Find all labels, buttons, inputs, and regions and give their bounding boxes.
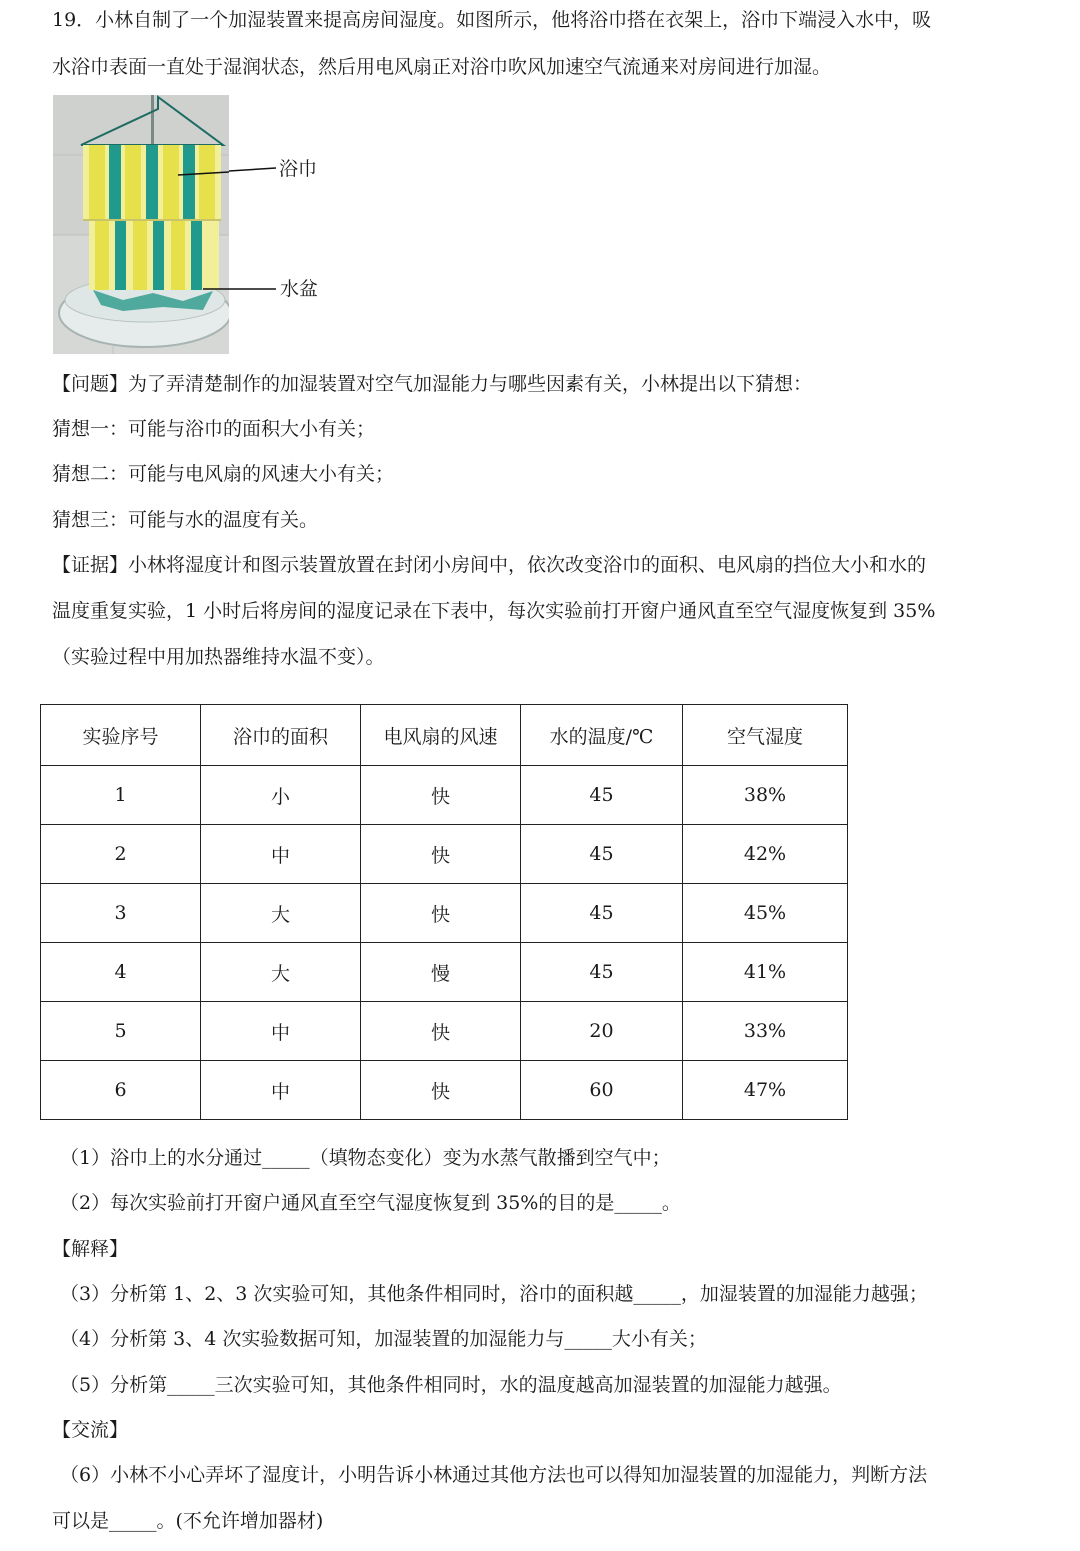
cell: 60 <box>521 1061 683 1120</box>
cell: 41% <box>683 943 848 1002</box>
subquestion-5: （5）分析第_____三次实验可知，其他条件相同时，水的温度越高加湿装置的加湿能力越强。 <box>60 1374 842 1396</box>
towel-callout-line <box>229 165 277 173</box>
cell: 45 <box>521 884 683 943</box>
cell: 6 <box>41 1061 201 1120</box>
cell: 4 <box>41 943 201 1002</box>
question-intro-line1: 19．小林自制了一个加湿装置来提高房间湿度。如图所示，他将浴巾搭在衣架上，浴巾下端浸入水中，吸 <box>52 9 932 31</box>
table-row <box>41 1002 848 1061</box>
cell: 快 <box>361 825 521 884</box>
cell: 2 <box>41 825 201 884</box>
cell: 45 <box>521 943 683 1002</box>
cell: 5 <box>41 1002 201 1061</box>
header-trial: 实验序号 <box>41 705 201 766</box>
cell: 大 <box>201 943 361 1002</box>
cell: 中 <box>201 825 361 884</box>
cell: 大 <box>201 884 361 943</box>
cell: 20 <box>521 1002 683 1061</box>
problem-statement: 【问题】为了弄清楚制作的加湿装置对空气加湿能力与哪些因素有关，小林提出以下猜想： <box>52 373 813 395</box>
guess-1: 猜想一：可能与浴巾的面积大小有关； <box>52 418 376 440</box>
basin-callout-line <box>229 285 277 291</box>
exchange-header: 【交流】 <box>52 1419 129 1441</box>
cell: 快 <box>361 1002 521 1061</box>
cell: 45 <box>521 825 683 884</box>
subquestion-1: （1）浴巾上的水分通过_____（填物态变化）变为水蒸气散播到空气中； <box>60 1147 671 1169</box>
guess-2: 猜想二：可能与电风扇的风速大小有关； <box>52 463 395 485</box>
table-row <box>41 943 848 1002</box>
table-header-row <box>41 705 848 766</box>
table-row <box>41 884 848 943</box>
header-water-temp: 水的温度/℃ <box>521 705 683 766</box>
cell: 快 <box>361 766 521 825</box>
cell: 45% <box>683 884 848 943</box>
basin-label: 水盆 <box>280 278 319 300</box>
evidence-line1: 【证据】小林将湿度计和图示装置放置在封闭小房间中，依次改变浴巾的面积、电风扇的挡位大小和水的 <box>52 554 927 576</box>
humidifier-photo <box>53 95 229 354</box>
cell: 47% <box>683 1061 848 1120</box>
cell: 中 <box>201 1002 361 1061</box>
guess-3: 猜想三：可能与水的温度有关。 <box>52 509 319 531</box>
subquestion-2: （2）每次实验前打开窗户通风直至空气湿度恢复到 35%的目的是_____。 <box>60 1192 681 1214</box>
cell: 慢 <box>361 943 521 1002</box>
cell: 1 <box>41 766 201 825</box>
cell: 快 <box>361 884 521 943</box>
table-row <box>41 825 848 884</box>
cell: 3 <box>41 884 201 943</box>
subquestion-3: （3）分析第 1、2、3 次实验可知，其他条件相同时，浴巾的面积越_____，加湿装置的加湿能力越强； <box>60 1283 928 1305</box>
cell: 快 <box>361 1061 521 1120</box>
cell: 38% <box>683 766 848 825</box>
header-towel-area: 浴巾的面积 <box>201 705 361 766</box>
evidence-line3: （实验过程中用加热器维持水温不变）。 <box>52 646 385 668</box>
table-row <box>41 1061 848 1120</box>
cell: 中 <box>201 1061 361 1120</box>
explain-header: 【解释】 <box>52 1238 129 1260</box>
evidence-line2: 温度重复实验，1 小时后将房间的湿度记录在下表中，每次实验前打开窗户通风直至空气湿度恢复到 35% <box>52 600 936 622</box>
subquestion-6-line2: 可以是_____。(不允许增加器材) <box>52 1510 324 1532</box>
cell: 42% <box>683 825 848 884</box>
subquestion-4: （4）分析第 3、4 次实验数据可知，加湿装置的加湿能力与_____大小有关； <box>60 1328 707 1350</box>
towel-label: 浴巾 <box>279 158 318 180</box>
cell: 33% <box>683 1002 848 1061</box>
experiment-table <box>40 704 848 1120</box>
question-intro-line2: 水浴巾表面一直处于湿润状态，然后用电风扇正对浴巾吹风加速空气流通来对房间进行加湿。 <box>52 56 832 78</box>
subquestion-6-line1: （6）小林不小心弄坏了湿度计，小明告诉小林通过其他方法也可以得知加湿装置的加湿能力，判断方法 <box>60 1464 928 1486</box>
cell: 小 <box>201 766 361 825</box>
header-humidity: 空气湿度 <box>683 705 848 766</box>
table-row <box>41 766 848 825</box>
cell: 45 <box>521 766 683 825</box>
header-fan-speed: 电风扇的风速 <box>361 705 521 766</box>
